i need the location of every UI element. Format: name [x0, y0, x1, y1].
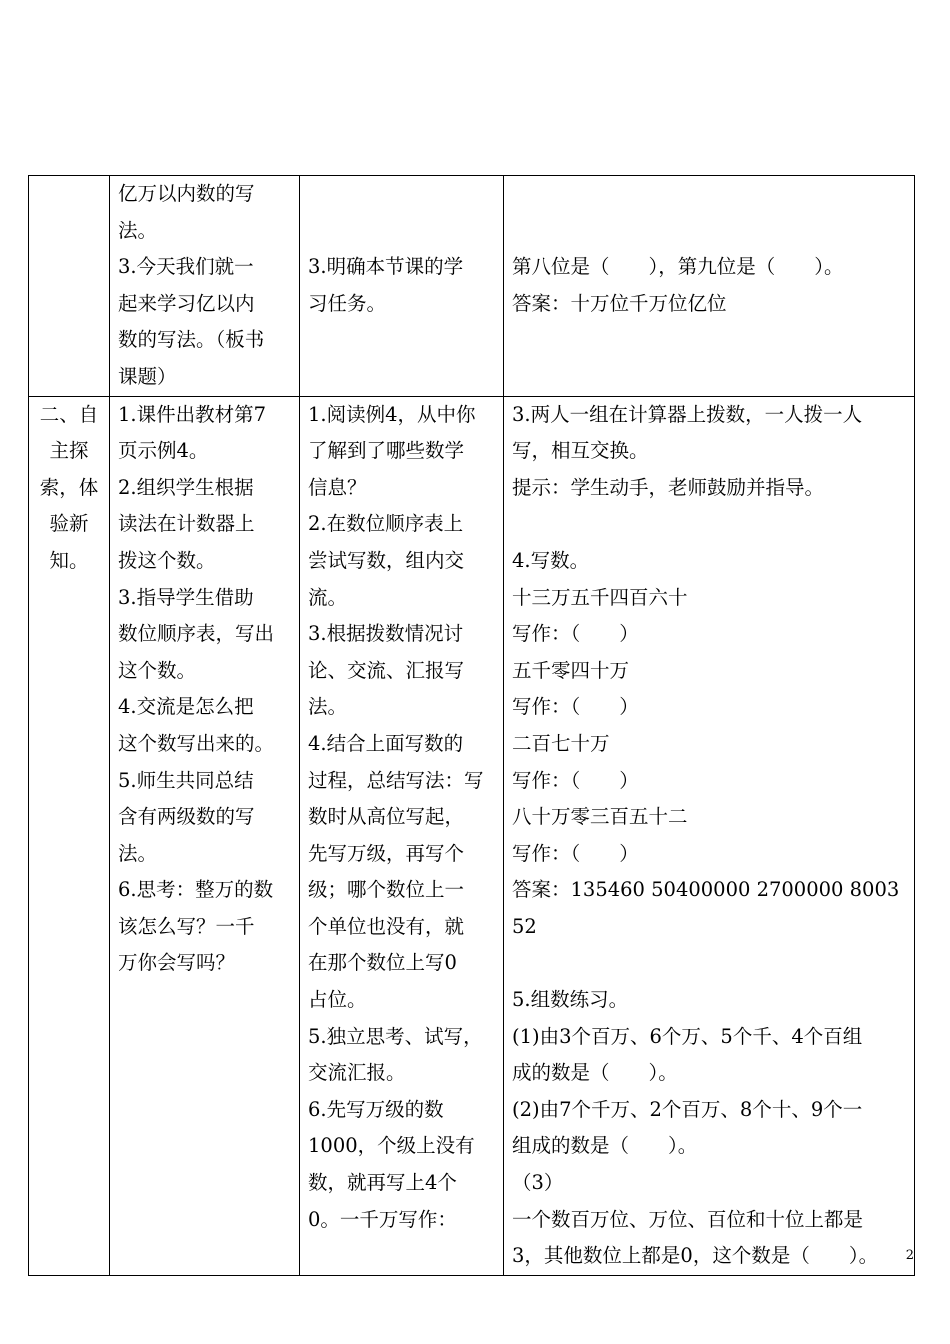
text-line: 起来学习亿以内 [118, 291, 255, 315]
text-line: 索，体 [39, 475, 99, 499]
design-cell [504, 176, 915, 397]
text-line: 这个数写出来的。 [118, 731, 275, 755]
text-line: 2.在数位顺序表上 [308, 512, 464, 536]
text-line: 5.独立思考、试写， [308, 1024, 483, 1048]
text-line: 答案：十万位千万位亿位 [512, 291, 727, 315]
text-line: 在那个数位上写0 [308, 951, 457, 975]
text-line: 写作：（ ） [512, 768, 639, 792]
text-line: 数位顺序表，写出 [118, 622, 275, 646]
blank-line [512, 945, 908, 982]
text-line: 法。 [118, 218, 158, 242]
text-line: 知。 [49, 548, 89, 572]
text-line: 数，就再写上4个 [308, 1171, 457, 1195]
text-line: 6.先写万级的数 [308, 1097, 444, 1121]
text-line: 5.组数练习。 [512, 988, 629, 1012]
text-line: 4.交流是怎么把 [118, 695, 254, 719]
text-line: 验新 [49, 512, 89, 536]
text-line: 五千零四十万 [512, 658, 630, 682]
lesson-plan-table [28, 175, 915, 1276]
blank-line [308, 176, 497, 213]
text-line: 拨这个数。 [118, 548, 216, 572]
text-line: 页示例4。 [118, 439, 209, 463]
table-row [29, 176, 915, 397]
text-line: 主探 [49, 439, 89, 463]
text-line: 4.写数。 [512, 548, 590, 572]
text-line: 数时从高位写起， [308, 805, 465, 829]
text-line: 一个数百万位、万位、百位和十位上都是 [512, 1207, 864, 1231]
text-line: 信息？ [308, 475, 367, 499]
text-line: 1000，个级上没有 [308, 1134, 475, 1158]
text-line: 数的写法。（板书 [118, 328, 265, 352]
text-line: 二百七十万 [512, 731, 610, 755]
text-line: 流。 [308, 585, 348, 609]
text-line: 第八位是（ ），第九位是（ ）。 [512, 255, 844, 279]
design-cell [504, 396, 915, 1275]
text-line: 写作：（ ） [512, 695, 639, 719]
blank-line [512, 506, 908, 543]
text-line: 法。 [118, 841, 158, 865]
text-line: 十三万五千四百六十 [512, 585, 688, 609]
text-line: 亿万以内数的写 [118, 182, 255, 205]
text-line: 成的数是（ ）。 [512, 1061, 678, 1085]
text-line: 3.今天我们就一 [118, 255, 254, 279]
text-line: 3.两人一组在计算器上拨数，一人拨一人 [512, 402, 863, 426]
text-line: 习任务。 [308, 291, 387, 315]
text-line: 级；哪个数位上一 [308, 878, 465, 902]
text-line: 尝试写数，组内交 [308, 548, 465, 572]
text-line: 该怎么写？一千 [118, 914, 255, 938]
text-line: 6.思考：整万的数 [118, 878, 274, 902]
text-line: 论、交流、汇报写 [308, 658, 465, 682]
page-number: 2 [905, 1248, 914, 1263]
text-line: 1.阅读例4，从中你 [308, 402, 476, 426]
text-line: 写作：（ ） [512, 841, 639, 865]
text-line: 过程，总结写法：写 [308, 768, 484, 792]
text-line: 法。 [308, 695, 348, 719]
text-line: 0。一千万写作： [308, 1207, 457, 1231]
text-line: 个单位也没有，就 [308, 914, 465, 938]
text-line: 课题） [118, 364, 177, 388]
text-line: 二、自 [39, 402, 99, 426]
stage-cell [29, 396, 110, 1275]
teacher-activity-cell [110, 176, 300, 397]
text-line: 占位。 [308, 988, 367, 1012]
text-line: 这个数。 [118, 658, 197, 682]
text-line: 4.结合上面写数的 [308, 731, 464, 755]
text-line: 3，其他数位上都是0，这个数是（ ）。 [512, 1244, 879, 1268]
blank-line [512, 213, 908, 250]
blank-line [308, 213, 497, 250]
text-line: 了解到了哪些数学 [308, 439, 465, 463]
text-line: 3.根据拨数情况讨 [308, 622, 464, 646]
text-line: 写作：（ ） [512, 622, 639, 646]
text-line: (2)由7个千万、2个百万、8个十、9个一 [512, 1097, 863, 1121]
text-line: 交流汇报。 [308, 1061, 406, 1085]
text-line: 万你会写吗？ [118, 951, 236, 975]
text-line: 写，相互交换。 [512, 439, 649, 463]
text-line: 读法在计数器上 [118, 512, 255, 536]
text-line: 八十万零三百五十二 [512, 805, 688, 829]
text-line: 提示：学生动手，老师鼓励并指导。 [512, 475, 825, 499]
student-activity-cell [300, 176, 504, 397]
text-line: (1)由3个百万、6个万、5个千、4个百组 [512, 1024, 863, 1048]
text-line: 组成的数是（ ）。 [512, 1134, 698, 1158]
text-line: 先写万级，再写个 [308, 841, 465, 865]
text-line: 含有两级数的写 [118, 805, 255, 829]
stage-cell [29, 176, 110, 397]
text-line: 2.组织学生根据 [118, 475, 254, 499]
text-line: 3.明确本节课的学 [308, 255, 464, 279]
teacher-activity-cell [110, 396, 300, 1275]
text-line: （3） [512, 1171, 564, 1195]
text-line: 1.课件出教材第7 [118, 402, 267, 426]
text-line: 答案：135460 50400000 2700000 800352 [512, 878, 900, 938]
table-row [29, 396, 915, 1275]
text-line: 5.师生共同总结 [118, 768, 254, 792]
text-line: 3.指导学生借助 [118, 585, 254, 609]
blank-line [512, 176, 908, 213]
student-activity-cell [300, 396, 504, 1275]
